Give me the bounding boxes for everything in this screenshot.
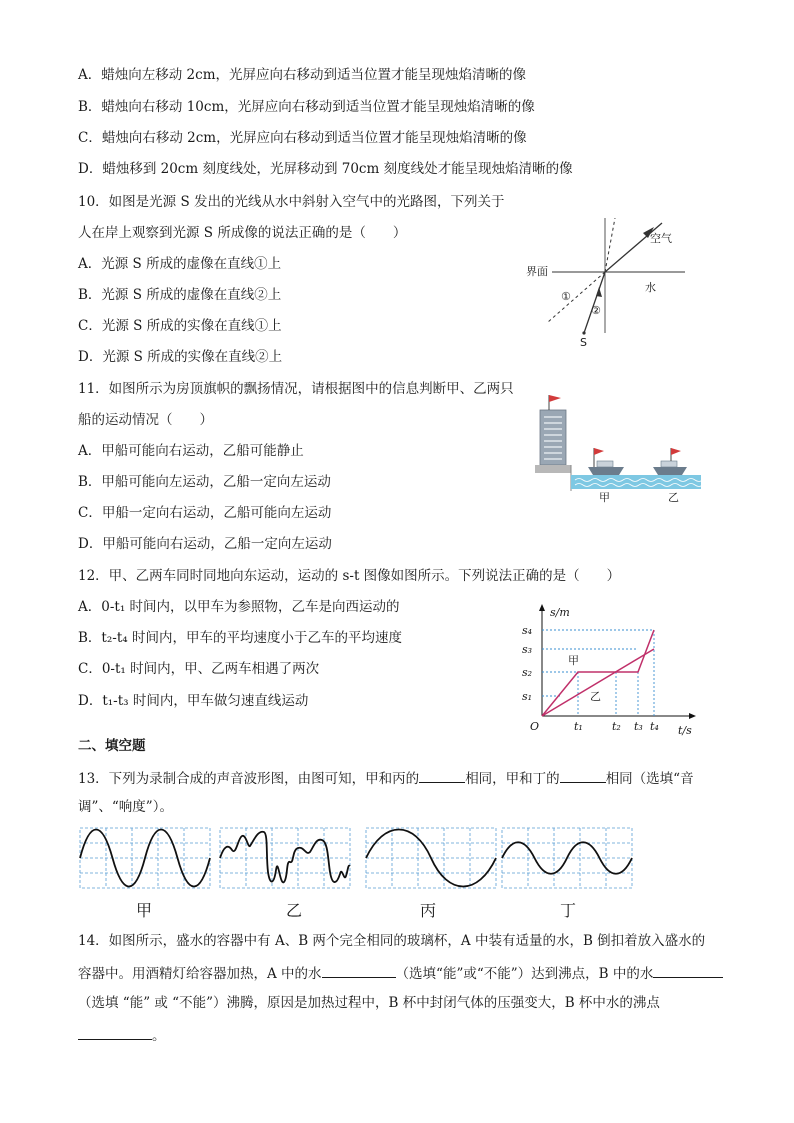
q11-option-a: A．甲船可能向右运动，乙船可能静止 bbox=[78, 443, 304, 459]
st-chart bbox=[520, 600, 705, 740]
label-air: 空气 bbox=[650, 232, 672, 245]
q10-option-d: D．光源 S 所成的实像在直线②上 bbox=[78, 349, 283, 365]
q10-stem-line1: 10．如图是光源 S 发出的光线从水中斜射入空气中的光路图，下列关于 bbox=[78, 194, 505, 210]
label-interface: 界面 bbox=[526, 265, 548, 278]
q11-option-d: D．甲船可能向右运动，乙船一定向左运动 bbox=[78, 536, 332, 552]
wave-caption-bing: 丙 bbox=[420, 901, 437, 920]
q13-text-b: 相同，甲和丁的 bbox=[465, 771, 560, 787]
q14-blank-3[interactable] bbox=[78, 1025, 152, 1040]
q13-text-c: 相同（选填“音 bbox=[605, 771, 694, 787]
label-boat-jia: 甲 bbox=[599, 491, 610, 504]
section-2-title: 二、填空题 bbox=[78, 738, 146, 754]
q13-line1 bbox=[78, 768, 694, 788]
wave-yi bbox=[220, 832, 350, 883]
series-line-yi bbox=[542, 649, 654, 716]
q14-line1: 14．如图所示，盛水的容器中有 A、B 两个完全相同的玻璃杯，A 中装有适量的水，B 倒扣着放入盛水的 bbox=[78, 933, 706, 949]
q12-option-a: A．0-t₁ 时间内，以甲车为参照物，乙车是向西运动的 bbox=[78, 599, 400, 615]
y-tick-label-4: s₄ bbox=[522, 624, 533, 637]
q10-option-b: B．光源 S 所成的虚像在直线②上 bbox=[78, 287, 282, 303]
q11-stem-line2: 船的运动情况（ ） bbox=[78, 412, 213, 428]
x-axis-arrow bbox=[689, 713, 696, 719]
label-line-2: ② bbox=[591, 304, 601, 317]
source-point bbox=[582, 331, 585, 334]
roof-flag bbox=[549, 395, 561, 402]
q13-blank-1[interactable] bbox=[419, 768, 465, 783]
q14-blank-2[interactable] bbox=[653, 963, 723, 978]
x-tick-label-2: t₂ bbox=[612, 720, 621, 733]
q10-stem-line2: 人在岸上观察到光源 S 所成像的说法正确的是（ ） bbox=[78, 225, 407, 241]
q12-stem: 12．甲、乙两车同时同地向东运动，运动的 s-t 图像如图所示。下列说法正确的是（ ） bbox=[78, 568, 621, 584]
label-water: 水 bbox=[645, 281, 656, 294]
flag-yi bbox=[671, 448, 681, 455]
q9-option-a: A．蜡烛向左移动 2cm，光屏应向右移动到适当位置才能呈现烛焰清晰的像 bbox=[78, 67, 526, 83]
incident-ray-arrow bbox=[596, 287, 602, 297]
x-axis-label: t/s bbox=[678, 724, 692, 737]
q13-line2: 调”、“响度”）。 bbox=[78, 799, 173, 815]
x-tick-label-4: t₄ bbox=[650, 720, 659, 733]
series-line-jia bbox=[542, 630, 654, 716]
wave-grids bbox=[80, 828, 632, 888]
y-tick-label-1: s₁ bbox=[522, 690, 533, 703]
y-axis-label: s/m bbox=[550, 606, 570, 619]
origin-label: O bbox=[530, 720, 540, 733]
refraction-diagram bbox=[520, 218, 695, 348]
q14-blank-1[interactable] bbox=[322, 963, 396, 978]
q13-blank-2[interactable] bbox=[560, 768, 606, 783]
q14-line3: （选填 “能” 或 “不能”）沸腾，原因是加热过程中，B 杯中封闭气体的压强变大，B 杯中水的沸点 bbox=[78, 995, 660, 1011]
series-label-jia: 甲 bbox=[568, 654, 579, 667]
y-tick-label-2: s₂ bbox=[522, 666, 533, 679]
q14-text-b: （选填“能”或“不能”）达到沸点，B 中的水 bbox=[395, 966, 654, 982]
x-tick-label-1: t₁ bbox=[574, 720, 583, 733]
boat-yi bbox=[653, 448, 687, 475]
q9-option-b: B．蜡烛向右移动 10cm，光屏应向右移动到适当位置才能呈现烛焰清晰的像 bbox=[78, 99, 535, 115]
refracted-ray bbox=[605, 223, 662, 272]
boats-diagram bbox=[535, 393, 705, 505]
y-tick-label-3: s₃ bbox=[522, 643, 533, 656]
q11-option-c: C．甲船一定向右运动，乙船可能向左运动 bbox=[78, 505, 332, 521]
q9-option-c: C．蜡烛向右移动 2cm，光屏应向右移动到适当位置才能呈现烛焰清晰的像 bbox=[78, 130, 527, 146]
q11-option-b: B．甲船可能向左运动，乙船一定向左运动 bbox=[78, 474, 331, 490]
label-line-1: ① bbox=[561, 290, 571, 303]
q14-line2 bbox=[78, 963, 723, 983]
q12-option-b: B．t₂-t₄ 时间内，甲车的平均速度小于乙车的平均速度 bbox=[78, 630, 402, 646]
label-boat-yi: 乙 bbox=[668, 491, 679, 504]
series-label-yi: 乙 bbox=[590, 690, 601, 703]
waveforms-figure bbox=[78, 826, 638, 892]
wave-caption-jia: 甲 bbox=[136, 901, 153, 920]
q14-line4 bbox=[78, 1025, 166, 1045]
q12-option-d: D．t₁-t₃ 时间内，甲车做匀速直线运动 bbox=[78, 693, 309, 709]
water bbox=[571, 475, 701, 489]
wave-caption-ding: 丁 bbox=[560, 901, 577, 920]
q11-stem-line1: 11．如图所示为房顶旗帜的飘扬情况，请根据图中的信息判断甲、乙两只 bbox=[78, 381, 514, 397]
building bbox=[540, 410, 566, 465]
q10-option-a: A．光源 S 所成的虚像在直线①上 bbox=[78, 256, 282, 272]
q14-text-a: 容器中。用酒精灯给容器加热，A 中的水 bbox=[78, 966, 322, 982]
boat-jia bbox=[588, 448, 624, 475]
q12-option-c: C．0-t₁ 时间内，甲、乙两车相遇了两次 bbox=[78, 661, 320, 677]
q14-text-end: 。 bbox=[152, 1028, 166, 1044]
q10-option-c: C．光源 S 所成的实像在直线①上 bbox=[78, 318, 282, 334]
bank bbox=[535, 465, 571, 473]
flag-jia bbox=[594, 448, 604, 455]
label-source: S bbox=[580, 336, 587, 348]
q9-option-d: D．蜡烛移到 20cm 刻度线处，光屏移动到 70cm 刻度线处才能呈现烛焰清晰的像 bbox=[78, 161, 573, 177]
x-tick-label-3: t₃ bbox=[634, 720, 643, 733]
q13-text-a: 13．下列为录制合成的声音波形图，由图可知，甲和丙的 bbox=[78, 771, 420, 787]
y-axis-arrow bbox=[539, 604, 545, 611]
wave-caption-yi: 乙 bbox=[286, 901, 303, 920]
